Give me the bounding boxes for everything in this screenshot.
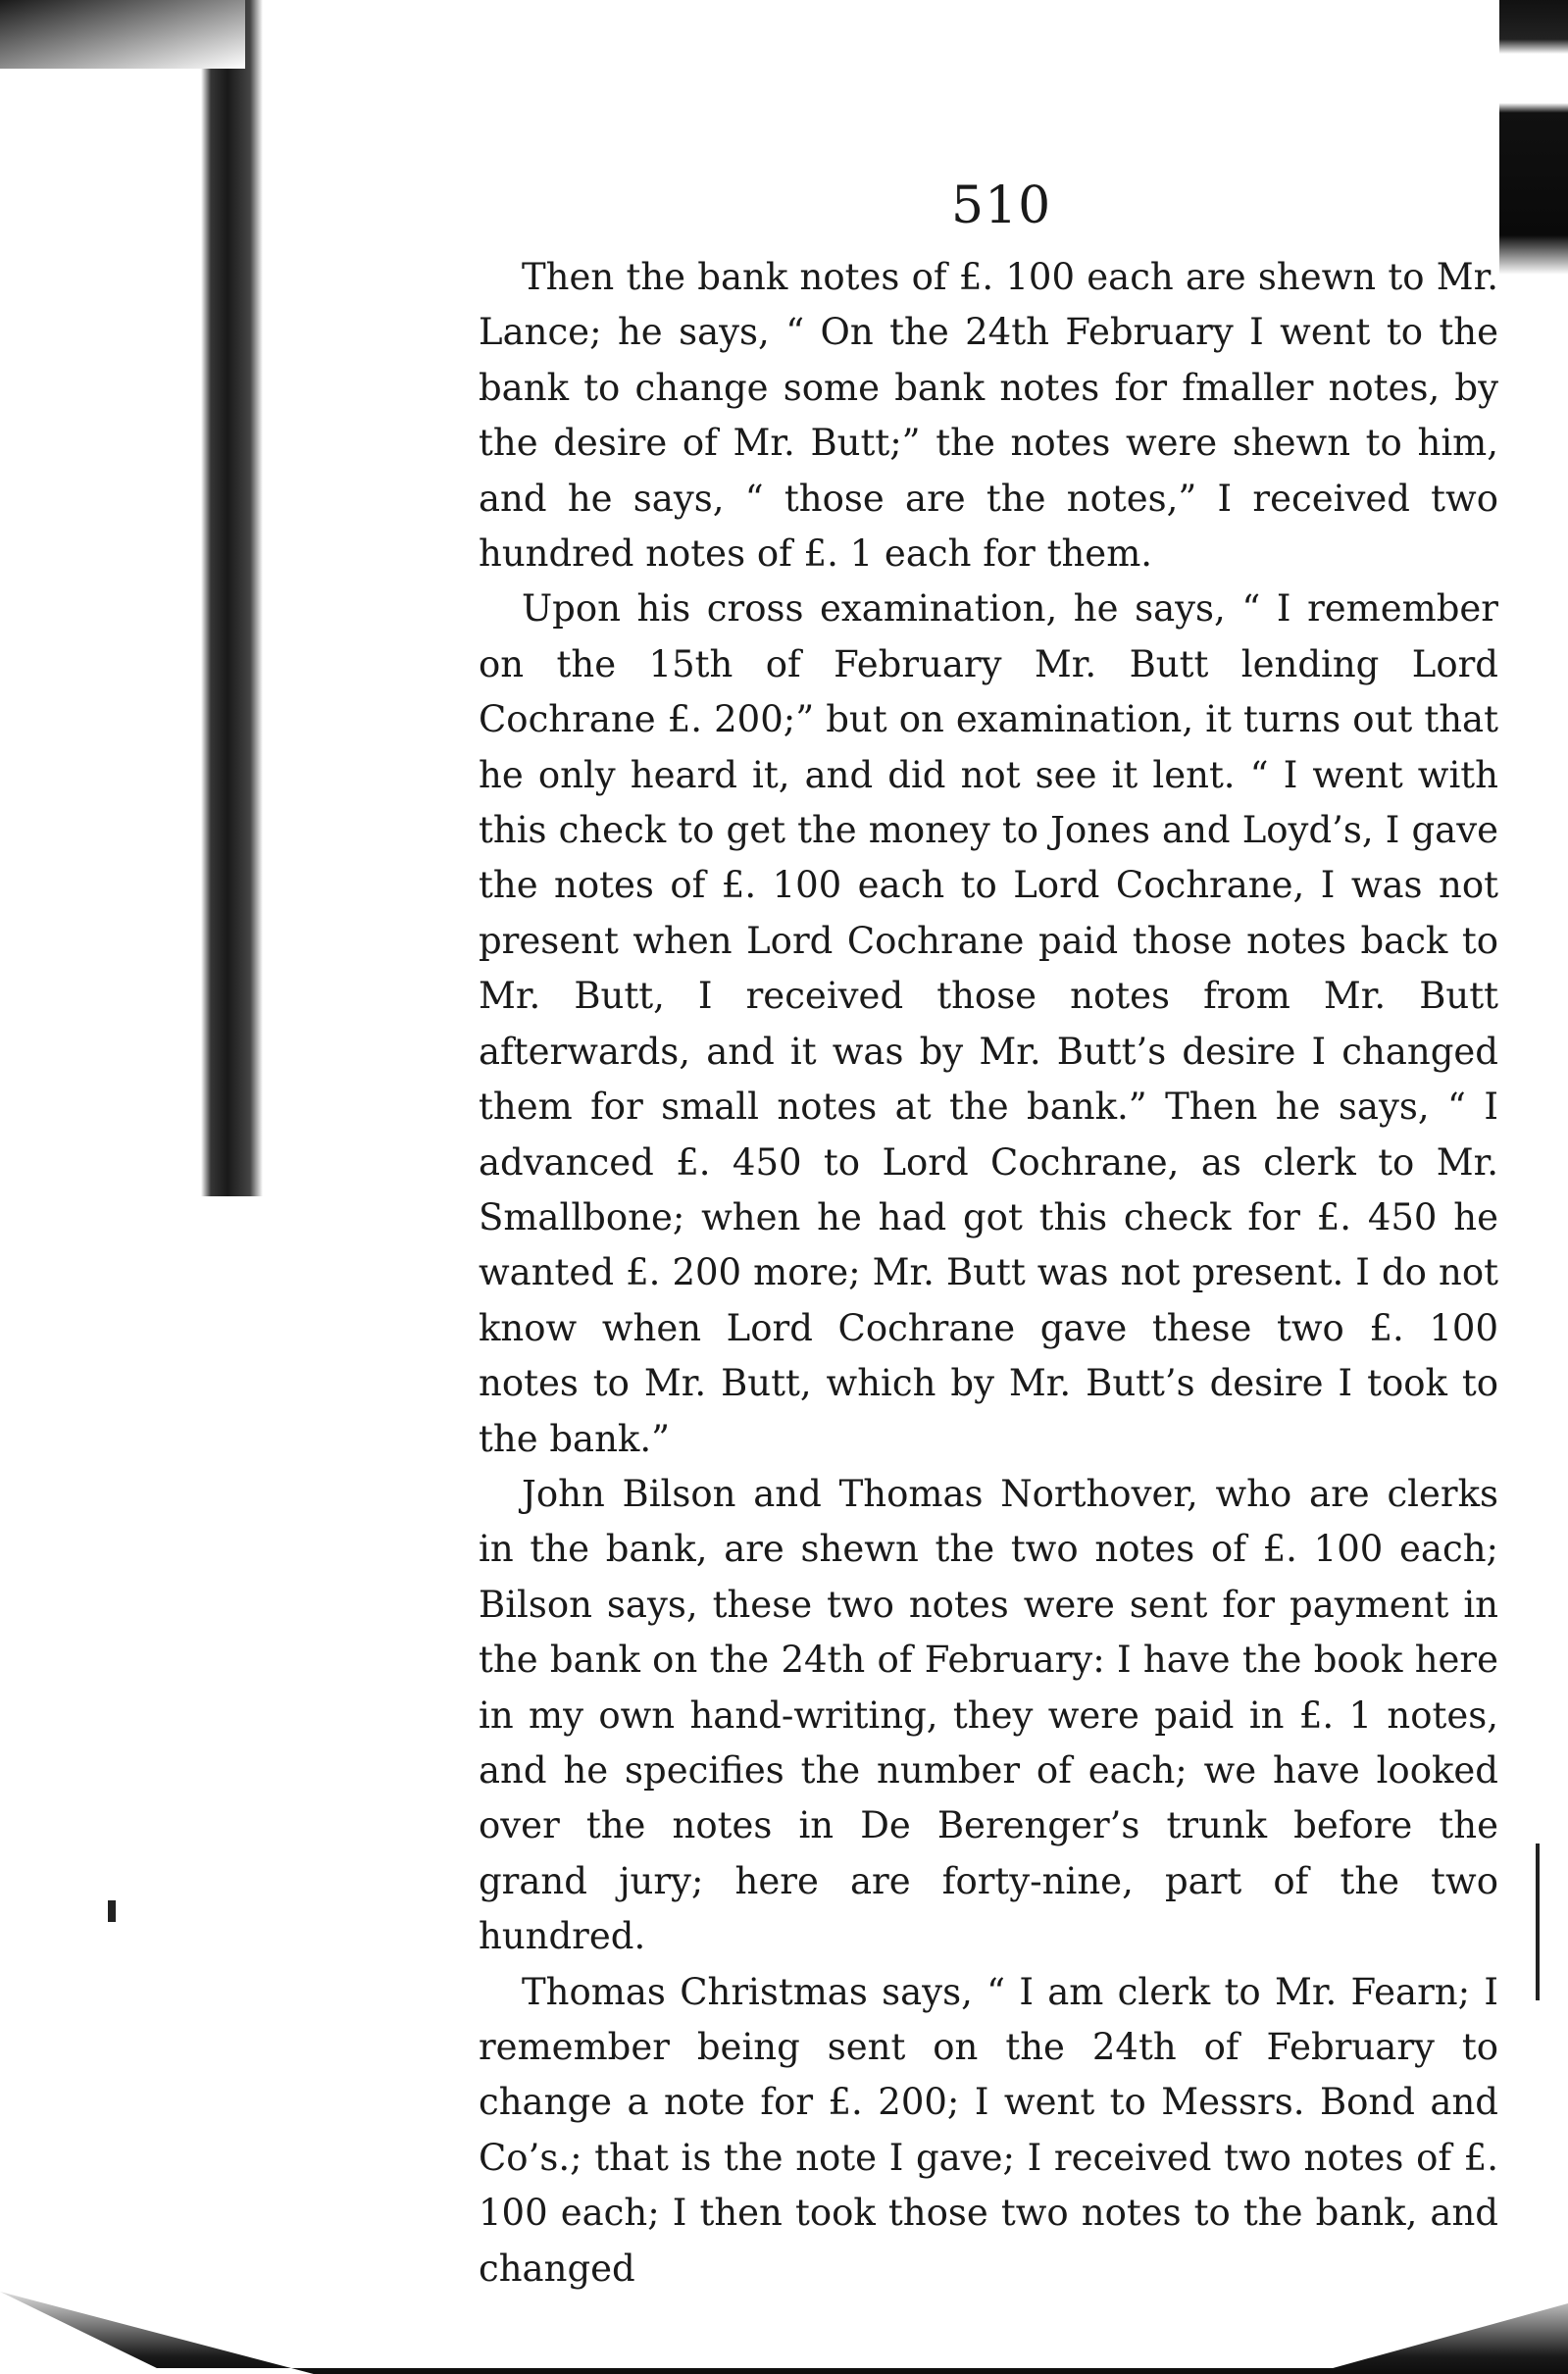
scan-edge-shadow-right	[1499, 0, 1568, 275]
margin-ink-mark	[108, 1900, 116, 1922]
paragraph-bilson-northover: John Bilson and Thomas Northover, who are clerks in the bank, are shewn the two notes of £. 100 each; Bilson says, these two notes were sent for payment in the bank on the 24th of February: I have the book here in my own hand-writing, they were paid in £. 1 notes, and he specifies the number of each; we have looked over the notes in De Berenger’s trunk before the grand jury; here are forty-nine, part of the two hundred.	[479, 1472, 1498, 1958]
margin-rule-mark	[1536, 1844, 1540, 2000]
scan-corner-shadow	[0, 0, 245, 69]
page-body-text	[479, 250, 1498, 2297]
paragraph-lance-testimony: Then the bank notes of £. 100 each are shewn to Mr. Lance; he says, “ On the 24th February I went to the bank to change some bank notes for fmaller notes, by the desire of Mr. Butt;” the notes were shewn to him, and he says, “ those are the notes,” I received two hundred notes of £. 1 each for them.	[479, 256, 1498, 576]
scan-binding-shadow-left	[0, 0, 263, 1196]
page-number: 510	[951, 177, 1052, 235]
paragraph-cross-examination: Upon his cross examination, he says, “ I remember on the 15th of February Mr. Butt lending Lord Cochrane £. 200;” but on examination, it turns out that he only heard it, and did not see it lent. “ I went with this check to get the money to Jones and Loyd’s, I gave the notes of £. 100 each to Lord Cochrane, I was not present when Lord Cochrane paid those notes back to Mr. Butt, I received those notes from Mr. Butt afterwards, and it was by Mr. Butt’s desire I changed them for small notes at the bank.” Then he says, “ I advanced £. 450 to Lord Cochrane, as clerk to Mr. Smallbone; when he had got this check for £. 450 he wanted £. 200 more; Mr. Butt was not present. I do not know when Lord Cochrane gave these two £. 100 notes to Mr. Butt, which by Mr. Butt’s desire I took to the bank.”	[479, 587, 1498, 1460]
paragraph-christmas-testimony: Thomas Christmas says, “ I am clerk to Mr. Fearn; I remember being sent on the 24th of February to change a note for £. 200; I went to Messrs. Bond and Co’s.; that is the note I gave; I received two notes of £. 100 each; I then took those two notes to the bank, and changed	[479, 1970, 1498, 2290]
